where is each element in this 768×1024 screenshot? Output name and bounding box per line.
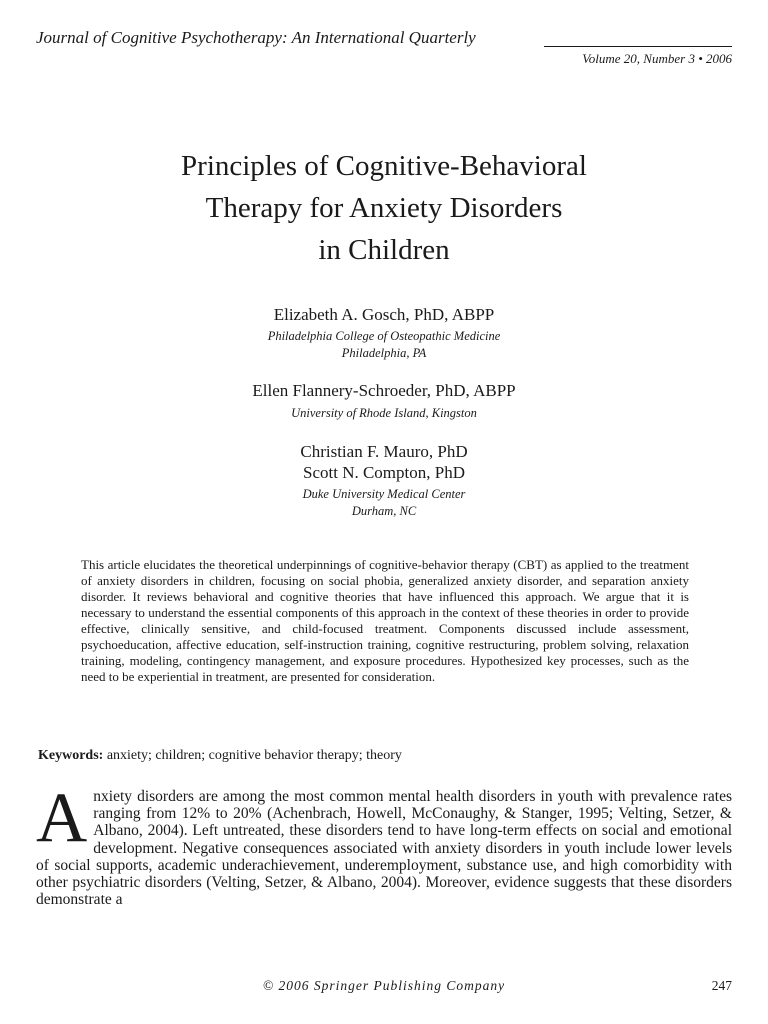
article-title bbox=[60, 145, 708, 271]
title-line: Principles of Cognitive-Behavioral bbox=[181, 150, 587, 182]
title-line: Therapy for Anxiety Disorders bbox=[205, 192, 563, 224]
author-affiliation: Durham, NC bbox=[351, 504, 417, 518]
header-rule bbox=[544, 46, 732, 47]
copyright-footer: © 2006 Springer Publishing Company bbox=[262, 978, 506, 993]
keywords-list: anxiety; children; cognitive behavior therapy; theory bbox=[103, 748, 402, 763]
volume-issue: Volume 20, Number 3 • 2006 bbox=[582, 51, 732, 66]
keywords bbox=[38, 747, 732, 765]
title-line: in Children bbox=[318, 234, 450, 266]
journal-name: Journal of Cognitive Psychotherapy: An International Quarterly bbox=[36, 28, 476, 47]
author-name: Christian F. Mauro, PhD bbox=[300, 442, 468, 461]
keywords-label: Keywords: bbox=[38, 748, 104, 763]
abstract: This article elucidates the theoretical underpinnings of cognitive-behavior therapy (CBT) as applied to the treatment of anxiety disorders in children, focusing on social phobia, generalized anxiety disorder, and separation anxiety disorder. It reviews behavioral and cognitive theories that have influenced this approach. We argue that it is necessary to understand the essential components of this approach in the context of these theories in order to provide effective, clinically sensitive, and child-focused treatment. Components discussed include assessment, psychoeducation, affective education, self-instruction training, cognitive restructuring, problem solving, relaxation training, modeling, contingency management, and exposure procedures. Hypothesized key processes, such as the need to be experiential in treatment, are presented for consideration. bbox=[81, 557, 689, 684]
drop-cap: A bbox=[36, 779, 88, 857]
page-number: 247 bbox=[711, 978, 732, 993]
author-affiliation: Philadelphia College of Osteopathic Medicine bbox=[267, 329, 501, 343]
author-name: Scott N. Compton, PhD bbox=[303, 463, 465, 482]
body-text: nxiety disorders are among the most common mental health disorders in youth with prevalence rates ranging from 12% to 20% (Achenbrach, Howell, McConaughy, & Stanger, 1995; Velting, Setzer, & Albano, 2004). Left untreated, these disorders tend to have long-term effects on social and emotional development. Negative consequences associated with anxiety disorders in youth include lower levels of social supports, academic underachievement, underemployment, substance use, and high comorbidity with other psychiatric disorders (Velting, Setzer, & Albano, 2004). Moreover, evidence suggests that these disorders demonstrate a bbox=[36, 788, 732, 909]
body-paragraph bbox=[36, 779, 732, 909]
author-affiliation: University of Rhode Island, Kingston bbox=[291, 406, 477, 420]
author-affiliation: Philadelphia, PA bbox=[341, 346, 427, 360]
author-name: Elizabeth A. Gosch, PhD, ABPP bbox=[273, 305, 495, 324]
author-name: Ellen Flannery-Schroeder, PhD, ABPP bbox=[252, 381, 516, 400]
author-affiliation: Duke University Medical Center bbox=[302, 487, 466, 501]
